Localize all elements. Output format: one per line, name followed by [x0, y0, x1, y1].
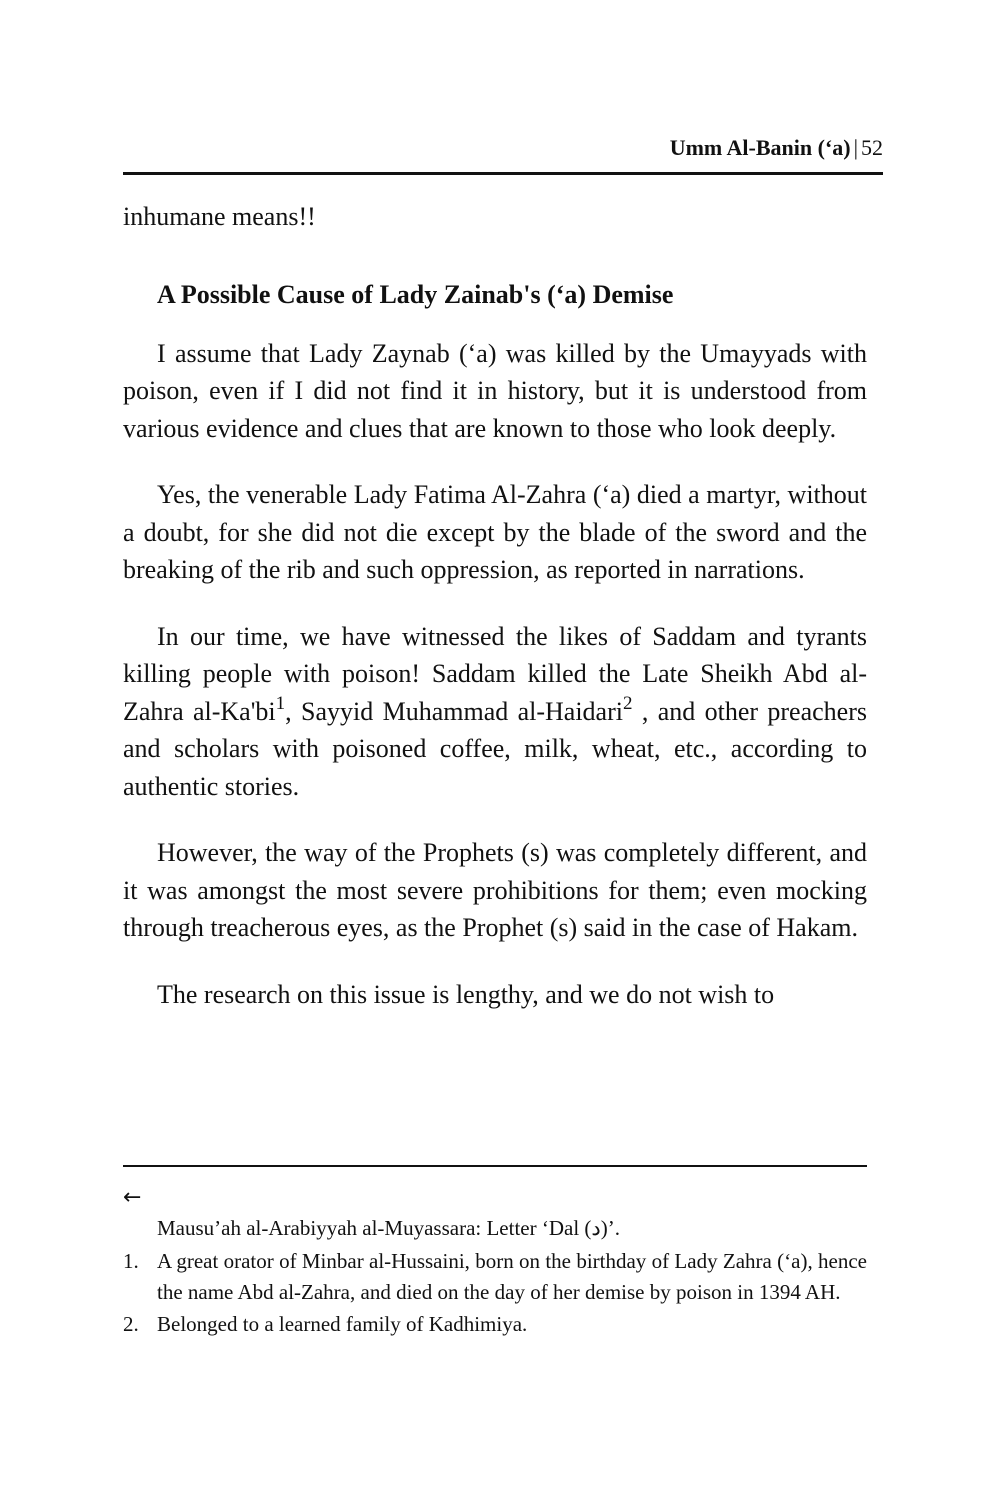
paragraph-3-part-2: , Sayyid Muhammad al-Haidari — [285, 696, 623, 726]
paragraph-1: I assume that Lady Zaynab (‘a) was killed by the Umayyads with poison, even if I did not find it in history, but it is understood from various evidence and clues that are known to those who look deeply. — [123, 338, 867, 443]
section-heading: A Possible Cause of Lady Zainab's (‘a) Demise — [157, 279, 674, 309]
paragraph-2: Yes, the venerable Lady Fatima Al-Zahra (‘a) died a martyr, without a doubt, for she did not die except by the blade of the sword and the breaking of the rib and such oppression, as reported in narrations. — [123, 480, 867, 584]
paragraph-3-part-3: , and other preachers and scholars with poisoned coffee, milk, wheat, etc., according to authentic stories. — [123, 696, 867, 801]
footnote-number: 1. — [123, 1249, 139, 1273]
book-title: Umm Al-Banin (‘a) — [669, 135, 851, 160]
footnote-ref-2[interactable]: 2 — [622, 692, 633, 714]
footnote-text: A great orator of Minbar al-Hussaini, born on the birthday of Lady Zahra (‘a), hence the name Abd al-Zahra, and died on the day of her demise by poison in 1394 AH. — [157, 1249, 867, 1304]
footnote-1 — [123, 1246, 867, 1308]
footnote-2 — [123, 1309, 867, 1340]
continued-paragraph: inhumane means!! — [123, 202, 316, 231]
paragraph-5: The research on this issue is lengthy, and we do not wish to — [157, 979, 775, 1009]
footnote-rule — [123, 1165, 867, 1167]
header-separator: | — [853, 135, 858, 160]
footnote-number: 2. — [123, 1312, 139, 1336]
page-number: 52 — [861, 135, 883, 160]
paragraph-3 — [123, 618, 867, 806]
back-arrow-icon: ← — [123, 1185, 142, 1210]
footnote-ref-1[interactable]: 1 — [275, 692, 286, 714]
paragraph-4: However, the way of the Prophets (s) was completely different, and it was amongst the most severe prohibitions for them; even mocking through treacherous eyes, as the Prophet (s) said in the case of Hakam. — [123, 838, 867, 942]
header-rule — [123, 172, 883, 175]
body-text — [123, 198, 867, 1013]
footnotes — [123, 1183, 867, 1341]
footnote-text: Belonged to a learned family of Kadhimiya. — [157, 1312, 528, 1336]
paragraph-3-part-1: In our time, we have witnessed the likes of Saddam and tyrants killing people with poison! Saddam killed the Late Sheikh Abd al-Zahra al-Ka'bi — [123, 621, 867, 726]
running-header — [670, 134, 883, 162]
footnote-continued: Mausu’ah al-Arabiyyah al-Muyassara: Letter ‘Dal (د)’. — [157, 1216, 621, 1240]
